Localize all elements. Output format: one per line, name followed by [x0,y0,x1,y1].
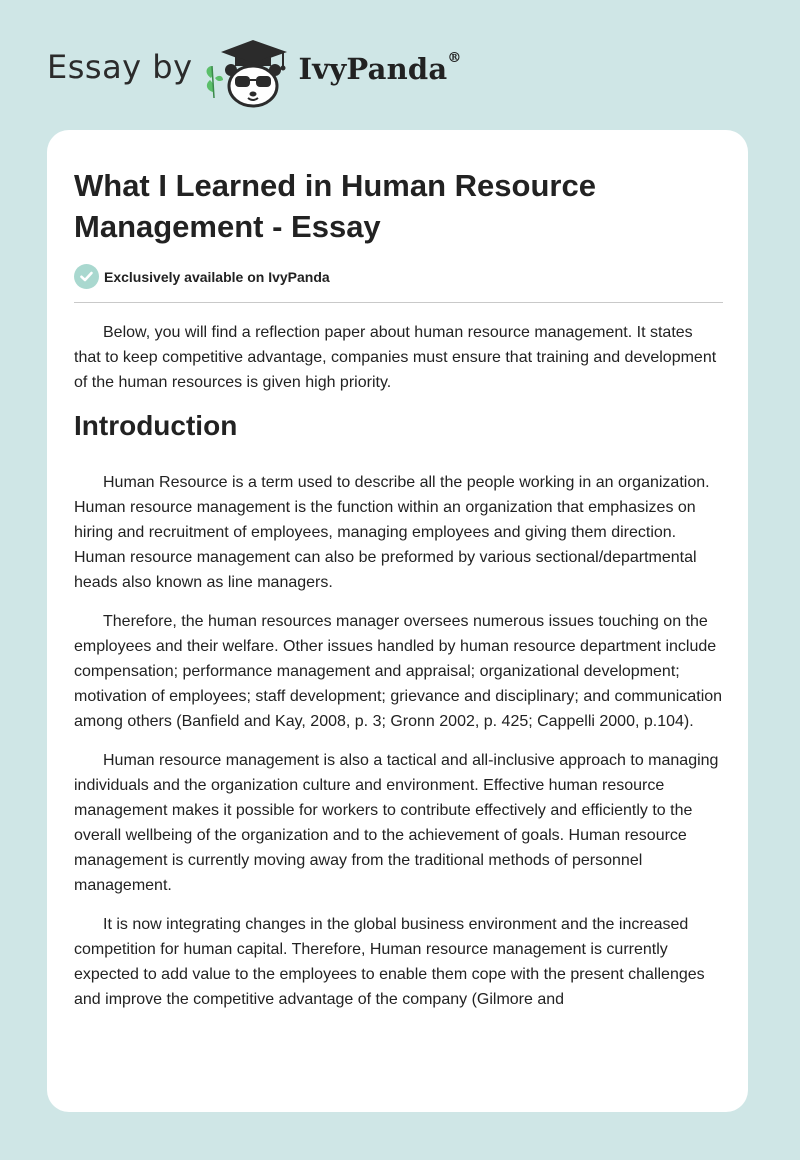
panda-logo-icon[interactable] [201,34,297,110]
ivy-leaf-icon [206,66,223,98]
exclusive-badge-label: Exclusively available on IvyPanda [104,268,330,285]
body-paragraph: It is now integrating changes in the global business environment and the increased competition for human capital. Therefore, Human resource management is currently expected to add value to the employees to enable them cope with the present challenges and improve the competitive advantage of the company (Gilmore and [74,916,705,1008]
body-paragraph: Therefore, the human resources manager oversees numerous issues touching on the employees and their welfare. Other issues handled by human resource department include compensation; performance management and appraisal; organizational development; motivation of employees; staff development; grievance and disciplinary; and communication among others (Banfield and Kay, 2008, p. 3; Gronn 2002, p. 425; Cappelli 2000, p.104). [74,613,723,730]
brand-name-text: IvyPanda [298,52,448,86]
page-title: What I Learned in Human Resource Management - Essay [74,168,596,244]
brand-name[interactable] [299,52,462,86]
essay-card [47,130,748,1112]
intro-paragraph: Below, you will find a reflection paper about human resource management. It states that to keep competitive advantage, companies must ensure that training and development of the human resources is given high priority. [74,324,717,391]
check-circle-icon [74,264,99,289]
body-paragraph: Human Resource is a term used to describe all the people working in an organization. Human resource management is the function within an organization that emphasizes on hiring and recruitment of employees, managing employees and giving them direction. Human resource management can also be preformed by various sectional/departmental heads also known as line managers. [74,474,710,591]
essay-by-label: Essay by [47,48,193,86]
site-header [47,30,462,110]
essay-body [74,320,723,1026]
section-heading: Introduction [74,410,238,441]
title-divider [74,302,723,303]
registered-mark: ® [447,50,462,66]
body-paragraph: Human resource management is also a tactical and all-inclusive approach to managing individuals and the organization culture and environment. Effective human resource management makes it possible for workers to contribute effectively and efficiently to the overall wellbeing of the organization and to the achievement of goals. Human resource management is currently moving away from the traditional methods of personnel management. [74,752,719,894]
exclusive-badge [74,264,330,289]
